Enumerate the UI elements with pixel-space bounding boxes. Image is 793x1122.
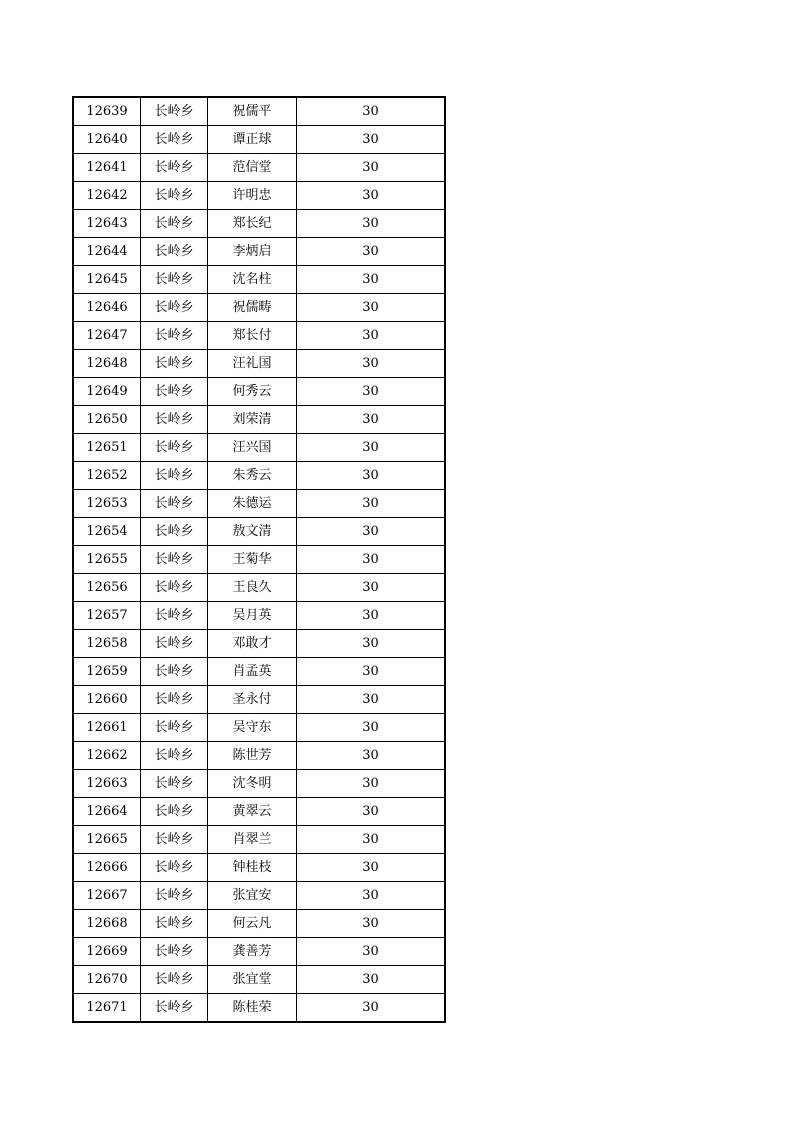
cell-town: 长岭乡 [141,546,208,574]
table-row [73,826,445,854]
cell-town: 长岭乡 [141,97,208,126]
cell-amount: 30 [297,574,446,602]
cell-amount: 30 [297,938,446,966]
cell-name: 朱秀云 [208,462,297,490]
cell-town: 长岭乡 [141,266,208,294]
cell-town: 长岭乡 [141,322,208,350]
cell-town: 长岭乡 [141,154,208,182]
cell-id: 12671 [73,994,141,1023]
cell-id: 12640 [73,126,141,154]
cell-name: 圣永付 [208,686,297,714]
cell-town: 长岭乡 [141,770,208,798]
cell-amount: 30 [297,966,446,994]
cell-name: 郑长纪 [208,210,297,238]
cell-id: 12649 [73,378,141,406]
cell-id: 12663 [73,770,141,798]
table-row [73,322,445,350]
cell-id: 12654 [73,518,141,546]
cell-id: 12669 [73,938,141,966]
cell-name: 汪礼国 [208,350,297,378]
table-row [73,602,445,630]
data-table [72,96,446,1023]
table-row [73,294,445,322]
cell-amount: 30 [297,322,446,350]
cell-name: 张宜堂 [208,966,297,994]
cell-town: 长岭乡 [141,882,208,910]
cell-town: 长岭乡 [141,798,208,826]
cell-amount: 30 [297,434,446,462]
cell-town: 长岭乡 [141,210,208,238]
cell-town: 长岭乡 [141,434,208,462]
cell-name: 祝儒平 [208,97,297,126]
cell-name: 朱德运 [208,490,297,518]
cell-id: 12666 [73,854,141,882]
cell-town: 长岭乡 [141,574,208,602]
cell-amount: 30 [297,714,446,742]
cell-name: 郑长付 [208,322,297,350]
cell-id: 12647 [73,322,141,350]
cell-amount: 30 [297,182,446,210]
table-row [73,574,445,602]
cell-id: 12660 [73,686,141,714]
table-row [73,546,445,574]
cell-town: 长岭乡 [141,238,208,266]
cell-amount: 30 [297,406,446,434]
cell-town: 长岭乡 [141,686,208,714]
cell-name: 祝儒畴 [208,294,297,322]
cell-name: 吴月英 [208,602,297,630]
cell-amount: 30 [297,686,446,714]
cell-amount: 30 [297,630,446,658]
cell-id: 12650 [73,406,141,434]
cell-name: 何秀云 [208,378,297,406]
cell-name: 陈桂荣 [208,994,297,1023]
cell-amount: 30 [297,238,446,266]
cell-town: 长岭乡 [141,462,208,490]
cell-id: 12667 [73,882,141,910]
cell-id: 12657 [73,602,141,630]
cell-town: 长岭乡 [141,742,208,770]
cell-town: 长岭乡 [141,910,208,938]
cell-name: 李炳启 [208,238,297,266]
table-row [73,154,445,182]
cell-name: 肖孟英 [208,658,297,686]
cell-id: 12664 [73,798,141,826]
table-row [73,97,445,126]
cell-id: 12656 [73,574,141,602]
cell-town: 长岭乡 [141,518,208,546]
cell-id: 12645 [73,266,141,294]
cell-name: 沈冬明 [208,770,297,798]
cell-id: 12659 [73,658,141,686]
table-row [73,434,445,462]
cell-town: 长岭乡 [141,294,208,322]
cell-name: 范信堂 [208,154,297,182]
table-row [73,686,445,714]
cell-name: 陈世芳 [208,742,297,770]
cell-amount: 30 [297,798,446,826]
cell-town: 长岭乡 [141,938,208,966]
cell-town: 长岭乡 [141,490,208,518]
cell-amount: 30 [297,378,446,406]
table-row [73,938,445,966]
cell-town: 长岭乡 [141,182,208,210]
table-row [73,238,445,266]
cell-id: 12642 [73,182,141,210]
cell-amount: 30 [297,994,446,1023]
cell-id: 12658 [73,630,141,658]
cell-town: 长岭乡 [141,406,208,434]
cell-name: 龚善芳 [208,938,297,966]
cell-amount: 30 [297,462,446,490]
cell-amount: 30 [297,97,446,126]
cell-town: 长岭乡 [141,714,208,742]
table-row [73,490,445,518]
table-row [73,742,445,770]
cell-name: 钟桂枝 [208,854,297,882]
cell-amount: 30 [297,854,446,882]
table-row [73,658,445,686]
table-row [73,798,445,826]
cell-id: 12662 [73,742,141,770]
cell-name: 何云凡 [208,910,297,938]
table-row [73,210,445,238]
cell-id: 12655 [73,546,141,574]
cell-name: 敖文清 [208,518,297,546]
cell-town: 长岭乡 [141,602,208,630]
cell-amount: 30 [297,294,446,322]
cell-id: 12648 [73,350,141,378]
cell-amount: 30 [297,154,446,182]
cell-town: 长岭乡 [141,658,208,686]
cell-town: 长岭乡 [141,966,208,994]
cell-id: 12651 [73,434,141,462]
table-row [73,966,445,994]
cell-amount: 30 [297,546,446,574]
cell-name: 王良久 [208,574,297,602]
cell-amount: 30 [297,882,446,910]
cell-id: 12641 [73,154,141,182]
cell-amount: 30 [297,658,446,686]
table-row [73,350,445,378]
cell-town: 长岭乡 [141,826,208,854]
table-row [73,518,445,546]
cell-id: 12644 [73,238,141,266]
cell-name: 汪兴国 [208,434,297,462]
table-body [73,97,445,1022]
table-row [73,406,445,434]
table-row [73,994,445,1023]
table-row [73,854,445,882]
cell-name: 黄翠云 [208,798,297,826]
cell-id: 12653 [73,490,141,518]
cell-amount: 30 [297,266,446,294]
cell-name: 王菊华 [208,546,297,574]
table-row [73,182,445,210]
table-row [73,378,445,406]
table-row [73,910,445,938]
cell-town: 长岭乡 [141,350,208,378]
cell-id: 12668 [73,910,141,938]
cell-name: 张宜安 [208,882,297,910]
cell-town: 长岭乡 [141,126,208,154]
cell-amount: 30 [297,770,446,798]
cell-amount: 30 [297,602,446,630]
cell-name: 许明忠 [208,182,297,210]
cell-name: 吴守东 [208,714,297,742]
cell-amount: 30 [297,126,446,154]
cell-name: 邓敢才 [208,630,297,658]
table-row [73,770,445,798]
cell-town: 长岭乡 [141,854,208,882]
cell-id: 12646 [73,294,141,322]
table-row [73,462,445,490]
cell-id: 12665 [73,826,141,854]
cell-amount: 30 [297,742,446,770]
table-row [73,266,445,294]
table-row [73,630,445,658]
cell-town: 长岭乡 [141,378,208,406]
cell-amount: 30 [297,210,446,238]
table-row [73,714,445,742]
cell-name: 谭正球 [208,126,297,154]
cell-amount: 30 [297,350,446,378]
cell-id: 12670 [73,966,141,994]
cell-id: 12639 [73,97,141,126]
cell-id: 12652 [73,462,141,490]
cell-town: 长岭乡 [141,994,208,1023]
cell-id: 12643 [73,210,141,238]
cell-amount: 30 [297,490,446,518]
table-row [73,882,445,910]
cell-name: 刘荣清 [208,406,297,434]
cell-name: 肖翠兰 [208,826,297,854]
table-row [73,126,445,154]
cell-amount: 30 [297,518,446,546]
cell-id: 12661 [73,714,141,742]
cell-amount: 30 [297,826,446,854]
cell-amount: 30 [297,910,446,938]
cell-name: 沈名柱 [208,266,297,294]
cell-town: 长岭乡 [141,630,208,658]
